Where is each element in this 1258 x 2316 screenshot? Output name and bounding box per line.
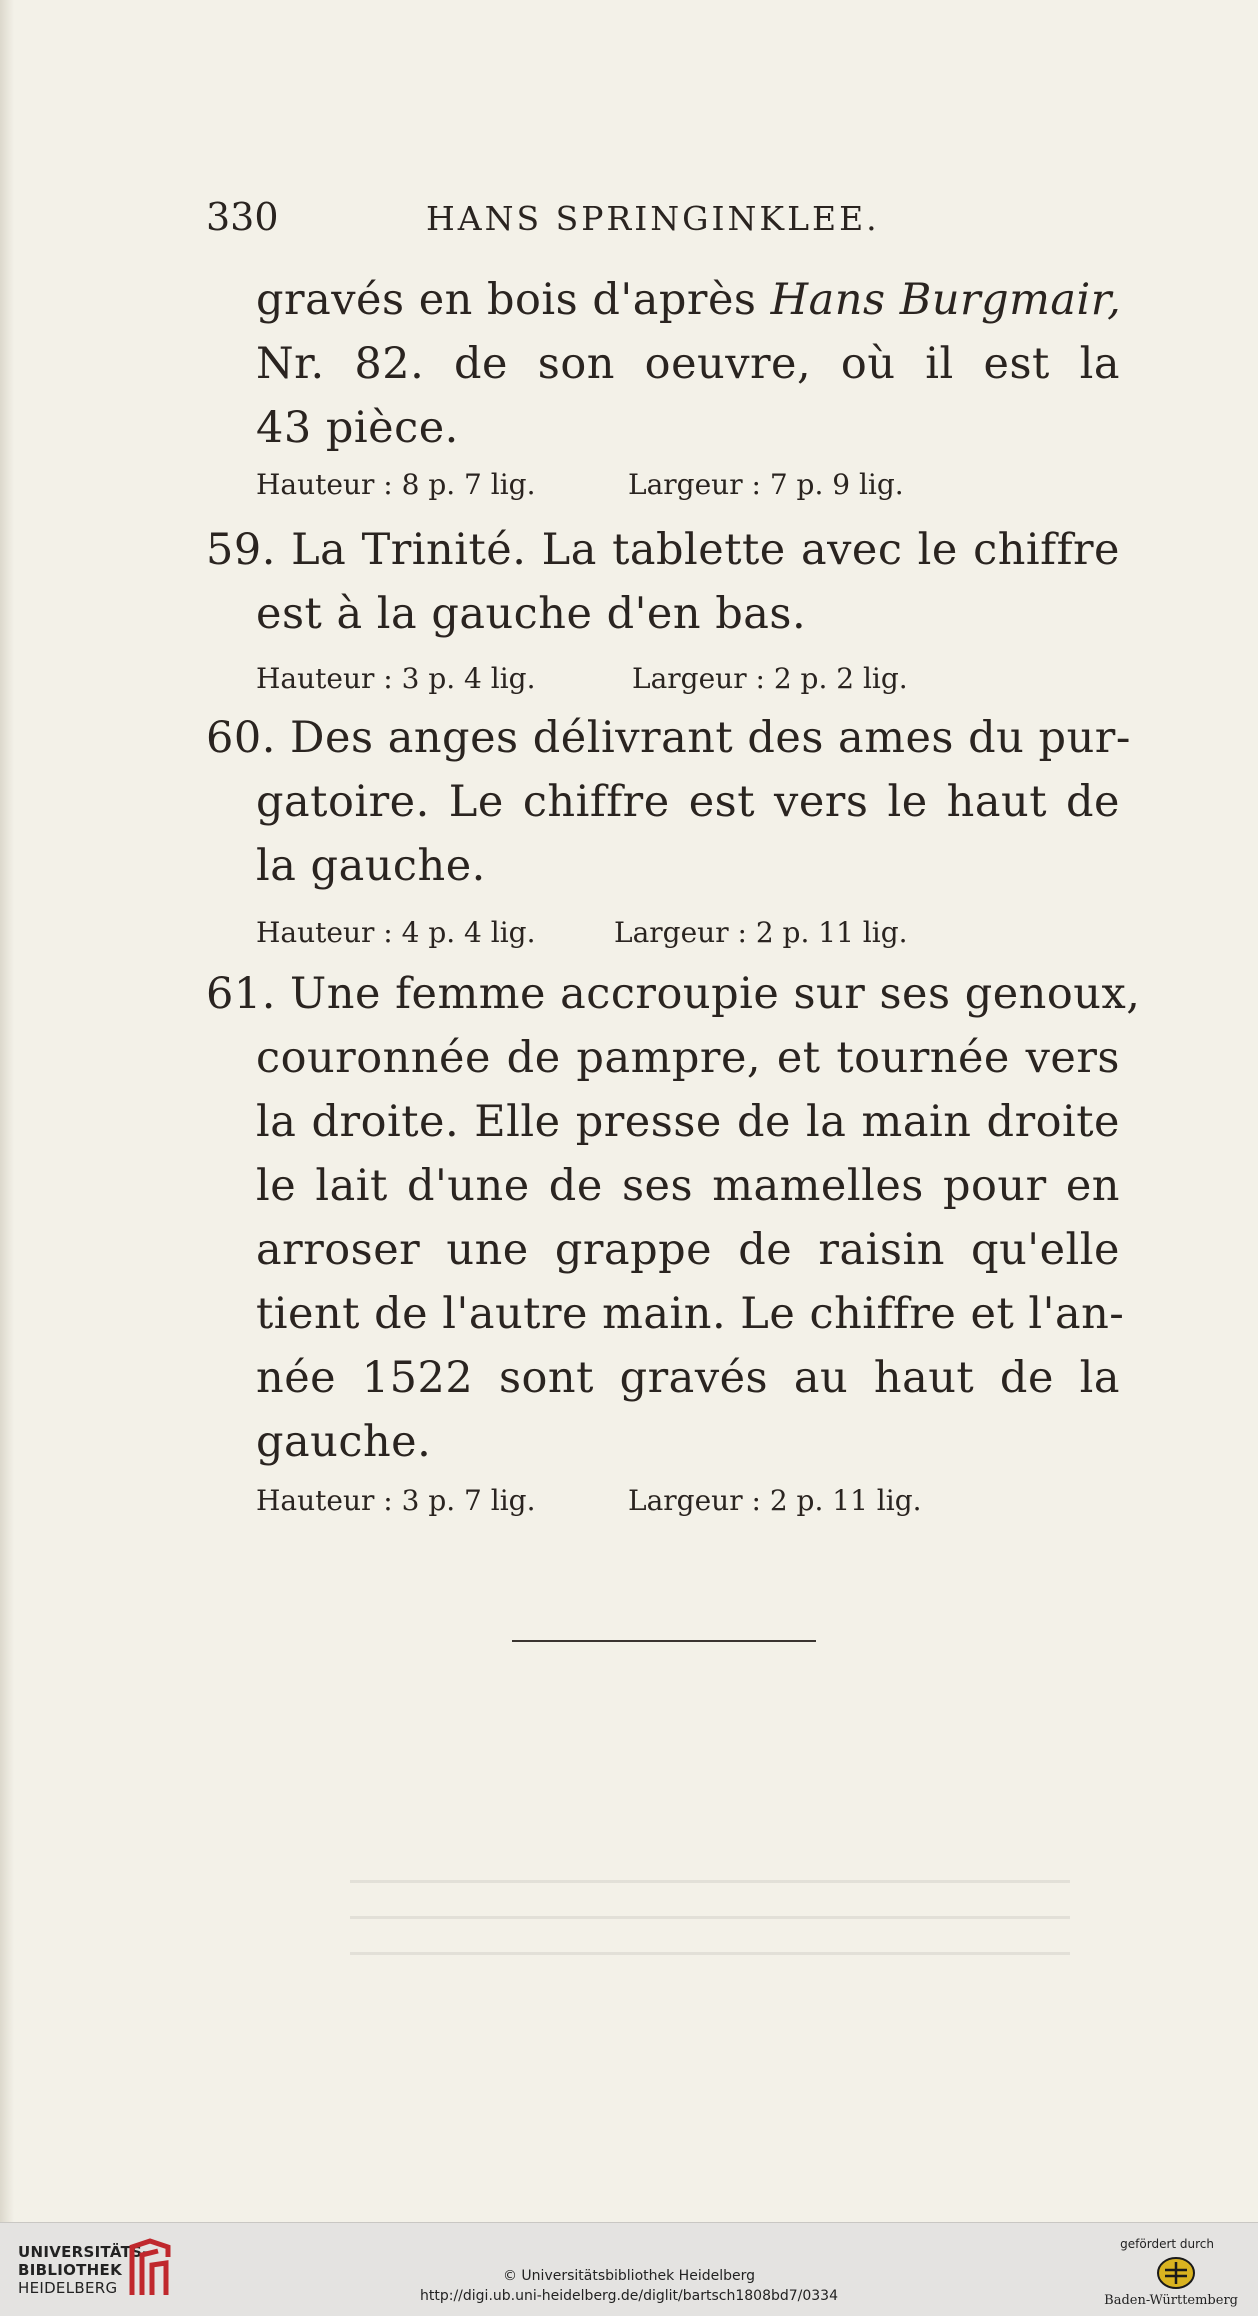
height-measure: Hauteur : 8 p. 7 lig. xyxy=(256,468,536,501)
page-header xyxy=(206,195,1106,255)
entry-61-line: arroser une grappe de raisin qu'elle xyxy=(256,1225,1120,1275)
entry-59-line: 59. La Trinité. La tablette avec le chiffre xyxy=(206,525,1120,575)
entry-61-line: 61. Une femme accroupie sur ses genoux, xyxy=(206,969,1141,1019)
entry-60-line: la gauche. xyxy=(256,841,486,891)
baden-wuerttemberg-logo-icon xyxy=(1156,2256,1196,2290)
width-measure: Largeur : 2 p. 11 lig. xyxy=(628,1484,922,1517)
width-measure: Largeur : 7 p. 9 lig. xyxy=(628,468,904,501)
width-measure: Largeur : 2 p. 2 lig. xyxy=(632,662,908,695)
text-line: 43 pièce. xyxy=(256,403,459,453)
height-measure: Hauteur : 3 p. 4 lig. xyxy=(256,662,536,695)
height-measure: Hauteur : 3 p. 7 lig. xyxy=(256,1484,536,1517)
running-title: HANS SPRINGINKLEE. xyxy=(426,199,880,238)
entry-61-line: couronnée de pampre, et tournée vers xyxy=(256,1033,1120,1083)
show-through-shadow xyxy=(350,1880,1070,1970)
entry-61-line: la droite. Elle presse de la main droite xyxy=(256,1097,1120,1147)
entry-60-line: 60. Des anges délivrant des ames du pur- xyxy=(206,713,1131,763)
entry-61-line: le lait d'une de ses mamelles pour en xyxy=(256,1161,1120,1211)
library-name: UNIVERSITÄTS- BIBLIOTHEK HEIDELBERG xyxy=(18,2243,149,2297)
text-line: gravés en bois d'après Hans Burgmair, xyxy=(256,275,1122,325)
height-measure: Hauteur : 4 p. 4 lig. xyxy=(256,916,536,949)
funded-by-label: gefördert durch xyxy=(1120,2237,1214,2251)
copyright-notice: © Universitätsbibliothek Heidelberg xyxy=(502,2268,755,2284)
page-number: 330 xyxy=(206,195,279,239)
text-line: Nr. 82. de son oeuvre, où il est la xyxy=(256,339,1120,389)
entry-59-line: est à la gauche d'en bas. xyxy=(256,589,807,639)
funder-name: Baden-Württemberg xyxy=(1104,2293,1238,2308)
width-measure: Largeur : 2 p. 11 lig. xyxy=(614,916,908,949)
entry-61-line: gauche. xyxy=(256,1417,432,1467)
digitization-footer xyxy=(0,2222,1258,2316)
entry-61-line: née 1522 sont gravés au haut de la xyxy=(256,1353,1120,1403)
section-rule xyxy=(512,1640,816,1642)
entry-61-line: tient de l'autre main. Le chiffre et l'an- xyxy=(256,1289,1125,1339)
permalink-url[interactable]: http://digi.ub.uni-heidelberg.de/diglit/bartsch1808bd7/0334 xyxy=(420,2288,838,2304)
entry-60-line: gatoire. Le chiffre est vers le haut de xyxy=(256,777,1120,827)
